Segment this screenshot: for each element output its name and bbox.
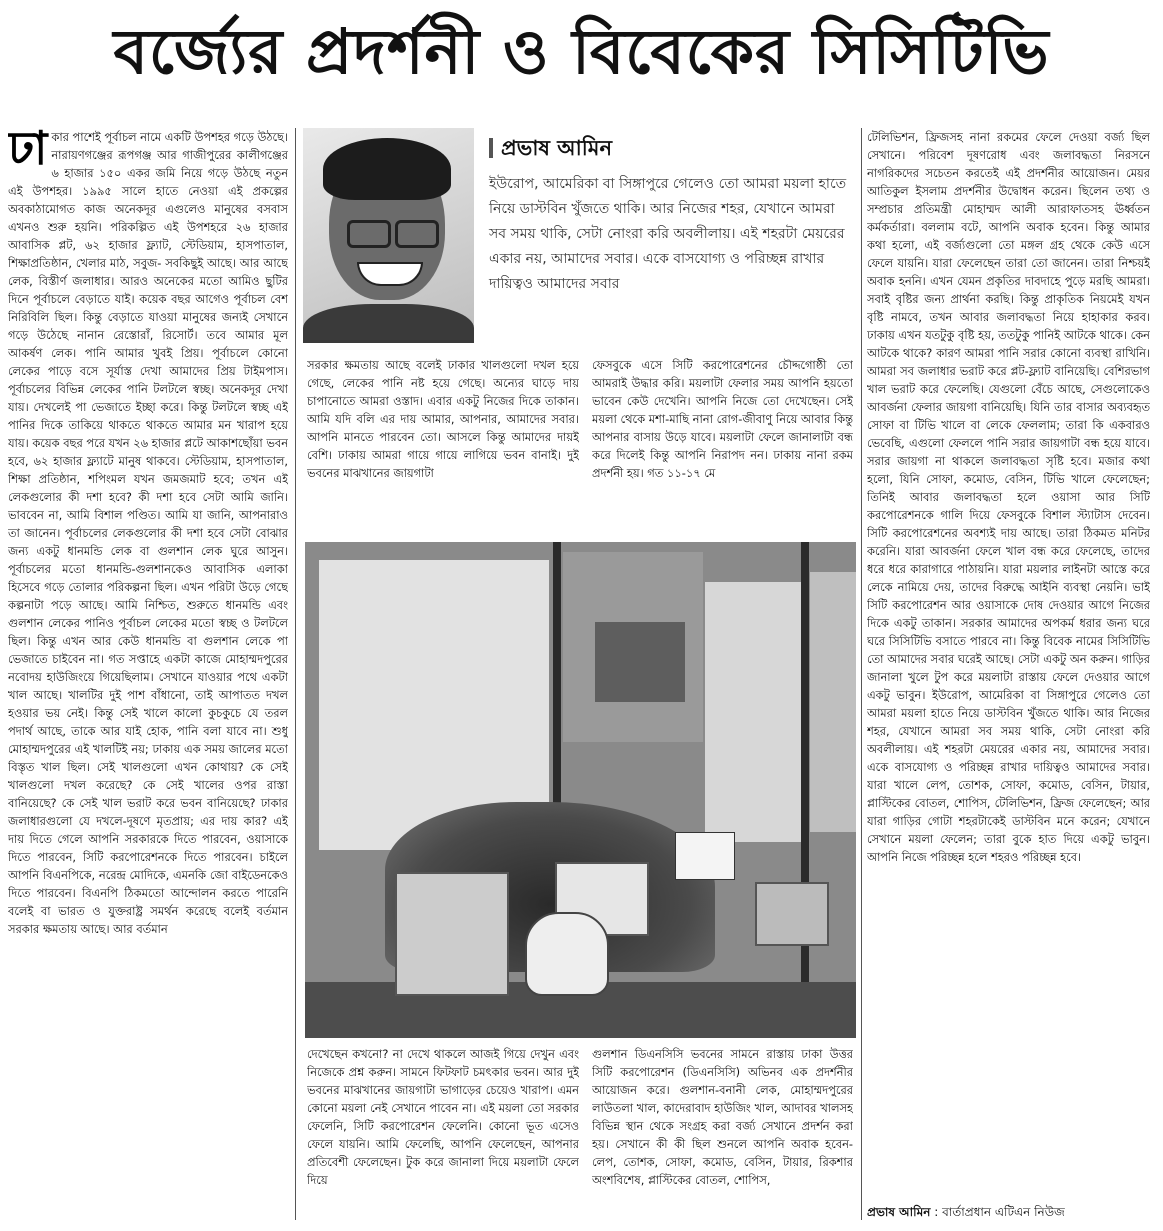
article-column-3-top: ফেসবুকে এসে সিটি করপোরেশনের চৌদ্দগোষ্ঠী তো আমরাই উদ্ধার করি। ময়লাটা ফেলার সময় আপনি হয়তো ভাবেন কেউ দেখেনি। আপনি নিজে তো দেখেছেন। সেই ময়লা থেকে মশা-মাছি নানা রোগ-জীবাণু নিয়ে আবার কিন্তু আপনার বাসায় উড়ে যাবে। ময়লাটা ফেলে জানালাটা বন্ধ করে দিলেই কিন্তু আপনি নিরাপদ নন। ঢাকায় নানা রকম প্রদর্শনী হয়। গত ১১-১৭ মে xyxy=(592,358,853,480)
author-byline: প্রভাষ আমিন xyxy=(489,132,612,167)
article-column-3-bottom: গুলশান ডিএনসিসি ভবনের সামনে রাস্তায় ঢাকা উত্তর সিটি করপোরেশন (ডিএনসিসি) অভিনব এক প্রদর্শনীর আয়োজন করে। গুলশান-বনানী লেক, মোহাম্মদপুরের লাউতলা খাল, কাদেরাবাদ হাউজিং খাল, আদাবর খালসহ বিভিন্ন স্থান থেকে সংগ্রহ করা বর্জ্য সেখানে প্রদর্শন করা হয়। সেখানে কী কী ছিল শুনলে আপনি অবাক হবেন- লেপ, তোশক, সোফা, কমোড, বেসিন, টায়ার, রিকশার অংশবিশেষ, প্লাস্টিকের বোতল, শোপিস, xyxy=(592,1047,853,1187)
headline: বর্জ্যের প্রদর্শনী ও বিবেকের সিসিটিভি xyxy=(113,14,1050,88)
author-photo xyxy=(303,128,474,343)
author-credit-role: : বার্তাপ্রধান এটিএন নিউজ xyxy=(930,1205,1065,1219)
column-text: টেলিভিশন, ফ্রিজসহ নানা রকমের ফেলে দেওয়া বর্জ্য ছিল সেখানে। পরিবেশ দূষণরোধ এবং জলাবদ্ধতা নিরসনে নাগরিকদের সচেতন করতেই এই প্রদর্শনীর আয়োজন। মেয়র আতিকুল ইসলাম প্রদর্শনীর উদ্বোধন করেন। ছিলেন তথ্য ও সম্প্রচার প্রতিমন্ত্রী মোহাম্মদ আলী আরাফাতসহ ঊর্ধ্বতন কর্মকর্তারা। বললাম বটে, আপনি অবাক হবেন। কিন্তু আমার কথা হলো, এই বর্জ্যগুলো তো মঙ্গল গ্রহ থেকে কেউ এসে ফেলে যায়নি। যারা ফেলেছেন তারা তো জানেন। তারা নিশ্চয়ই অবাক হননি। এখন যেমন প্রকৃতির দাবদাহে পুড়ে মরছি আমরা। সবাই বৃষ্টির জন্য প্রার্থনা করছি। কিন্তু প্রাকৃতিক নিয়মেই যখন বৃষ্টি নামবে, তখন আবার জলাবদ্ধতা নিয়ে হাহাকার করব। ঢাকায় এখন যতটুকু বৃষ্টি হয়, ততটুকু পানিই আটকে থাকে। কেন আটকে থাকে? কারণ আমরা পানি সরার কোনো ব্যবস্থা রাখিনি। আমরা সব জলাধার ভরাট করে প্লট-ফ্ল্যাট বানিয়েছি। বেশিরভাগ খাল ভরাট করে ফেলেছি। যেগুলো বেঁচে আছে, সেগুলোকেও আবর্জনা ফেলার জায়গা বানিয়েছি। যিনি তার বাসার অব্যবহৃত সোফা বা টিভি খালে বা লেকে ফেললাম; তারা কি একবারও ভেবেছি, এগুলো ফেললে পানি সরার জায়গাটা বন্ধ হয়ে যাবে। সরার জায়গা না থাকলে জলাবদ্ধতা সৃষ্টি হবে। মজার কথা হলো, যিনি সোফা, কমোড, বেসিন, টিভি খালে ফেলেছেন; তিনিই আবার জলাবদ্ধতা হলে ওয়াসা আর সিটি করপোরেশনকে গালি দিয়ে ফেসবুকে বিশাল স্ট্যাটাস দেবেন। সিটি করপোরেশনের অবশ্যই দায় আছে। তারা ঠিকমত মনিটর করেনি। যারা আবর্জনা ফেলে খাল বন্ধ করে ফেলেছে, তাদের ধরে ধরে কারাগারে পাঠায়নি। যারা ময়লার লাইনটা আস্তে করে লেকে নামিয়ে দেয়, তাদের বিরুদ্ধে আইনি ব্যবস্থা নেয়নি। ভাই সিটি করপোরেশন আর ওয়াসাকে দোষ দেওয়ার আগে নিজের দিকে একটু তাকান। সরকার আমাদের অপকর্ম ধরার জন্য ঘরে ঘরে সিসিটিভি বসাতে পারবে না। কিন্তু বিবেক নামের সিসিটিভি তো আমাদের সবার ঘরেই আছে। সেটা একটু অন করুন। গাড়ির জানালা খুলে টুপ করে ময়লাটা রাস্তায় ফেলে দেওয়ার আগে একটু ভাবুন। ইউরোপ, আমেরিকা বা সিঙ্গাপুরে গেলেও তো আমরা ময়লা হাতে নিয়ে ডাস্টবিন খুঁজতে থাকি। আর নিজের শহর, যেখানে আমরা সব সময় থাকি, সেটা নোংরা করি অবলীলায়। এই শহরটা মেয়রের একার নয়, আমাদের সবার। একে বাসযোগ্য ও পরিচ্ছন্ন রাখার দায়িত্বও আমাদের সবার। যারা খালে লেপ, তোশক, সোফা, কমোড, বেসিন, টায়ার, প্লাস্টিকের বোতল, শোপিস, টেলিভিশন, ফ্রিজ ফেলেছেন; আর যারা গাড়ির গোটা শহরটাকেই ডাস্টবিন মনে করেন; যেখানে সেখানে ময়লা ফেলেন; তারা বুকে হাত দিয়ে একটু ভাবুন। আপনি নিজে পরিচ্ছন্ন হলে শহরও পরিচ্ছন্ন হবে। xyxy=(867,130,1150,864)
column-divider xyxy=(295,128,296,1220)
waste-exhibition-photo xyxy=(305,542,856,1038)
article-column-1 xyxy=(8,128,288,1228)
column-divider xyxy=(861,128,862,1220)
author-credit-name: প্রভাষ আমিন xyxy=(867,1205,931,1219)
article-column-2-bottom: দেখেছেন কখনো? না দেখে থাকলে আজই গিয়ে দেখুন এবং নিজেকে প্রশ্ন করুন। সামনে ফিটফাট চমৎকার ভবন। আর দুই ভবনের মাঝখানের জায়গাটা ভাগাড়ের চেয়েও খারাপ। এমন কোনো ময়লা নেই সেখানে পাবেন না। এই ময়লা তো সরকার ফেলেনি, সিটি করপোরেশন ফেলেনি। কোনো ভূত এসেও ফেলে যায়নি। আমি ফেলেছি, আপনি ফেলেছেন, আপনার প্রতিবেশী ফেলেছেন। টুক করে জানালা দিয়ে ময়লাটা ফেলে দিয়ে xyxy=(307,1047,579,1187)
article-column-4 xyxy=(867,128,1150,1198)
column-text: কার পাশেই পূর্বাচল নামে একটি উপশহর গড়ে উঠছে। নারায়ণগঞ্জের রূপগঞ্জ আর গাজীপুরের কালীগঞ্জের ৬ হাজার ১৫০ একর জমি নিয়ে গড়ে উঠছে নতুন এই উপশহর। ১৯৯৫ সালে হাতে নেওয়া এই প্রকল্পের অবকাঠামোগত কাজ অনেকদূর এগুলেও মানুষের বসবাস এখনও শুরু হয়নি। পরিকল্পিত এই উপশহরে ২৬ হাজার আবাসিক প্লট, ৬২ হাজার ফ্ল্যাট, স্টেডিয়াম, হাসপাতাল, শিক্ষাপ্রতিষ্ঠান, খেলার মাঠ, সবুজ- সবকিছুই আছে। আর আছে লেক, বিস্তীর্ণ জলাধার। আরও অনেকের মতো আমিও ছুটির দিনে পূর্বাচলে বেড়াতে যাই। কয়েক বছর আগেও পূর্বাচল বেশ নিরিবিলি ছিল। কিন্তু বেড়াতে যাওয়া মানুষের জন্যই সেখানে গড়ে উঠেছে নানান রেস্তোরাঁ, রিসোর্ট। তবে আমার মূল আকর্ষণ লেক। পানি আমার খুবই প্রিয়। পূর্বাচলে কোনো লেকের পাড়ে বসে সূর্যাস্ত দেখা আমাদের প্রিয় টাইমপাস। পূর্বাচলের বিভিন্ন লেকের পানি টলটলে স্বচ্ছ। অনেকদূর দেখা যায়। দেখলেই পা ভেজাতে ইচ্ছা করে। কিন্তু টলটলে স্বচ্ছ এই পানির দিকে তাকিয়ে থাকতে থাকতে আমার মন খারাপ হয়ে যায়। কয়েক বছর পরে যখন ২৬ হাজার প্লটে আকাশছোঁয়া ভবন হবে, ৬২ হাজার ফ্ল্যাটে মানুষ থাকবে। স্টেডিয়াম, হাসপাতাল, শিক্ষা প্রতিষ্ঠান, শপিংমল যখন জমজমাট হবে; তখন এই লেকগুলোর কী দশা হবে? কী দশা হবে সেটা আমি জানি। ভাববেন না, আমি বিশাল পণ্ডিত। আমি যা জানি, আপনারাও তা জানেন। পূর্বাচলের লেকগুলোর কী দশা হবে সেটা বোঝার জন্য একটু ধানমন্ডি লেক বা গুলশান লেক ঘুরে আসুন। পূর্বাচলের মতো ধানমন্ডি-গুলশানকেও আবাসিক এলাকা হিসেবে গড়ে তোলার পরিকল্পনা ছিল। এখন পরিটা উড়ে গেছে কল্পনাটা পড়ে আছে। আমি নিশ্চিত, শুরুতে ধানমন্ডি এবং গুলশান লেকের পানিও পূর্বাচল লেকের মতো স্বচ্ছ ও টলটলে ছিল। কিন্তু এখন আর কেউ ধানমন্ডি বা গুলশান লেকে পা ভেজাতে চাইবেন না। গত সপ্তাহে একটা কাজে মোহাম্মদপুরের নবোদয় হাউজিংয়ে গিয়েছিলাম। সেখানে যাওয়ার পথে একটা খাল আছে। খালটির দুই পাশ বাঁধানো, তাই আপাতত দখল হওয়ার ভয় নেই। কিন্তু সেই খালে কালো কুচকুচে যে তরল পদার্থ আছে, তাকে আর যাই হোক, পানি বলা যাবে না। শুধু মোহাম্মদপুরের এই খালটিই নয়; ঢাকায় এক সময় জালের মতো বিস্তৃত খাল ছিল। সেই খালগুলো এখন কোথায়? কে সেই খালগুলো দখল করেছে? কে সেই খালের ওপর রাস্তা বানিয়েছে? কে সেই খাল ভরাট করে ভবন বানিয়েছে? ঢাকার জলাধারগুলো যে দখলে-দূষণে মৃতপ্রায়; এর দায় কার? এই দায় দিতে গেলে আপনি সরকারকে দিতে পারবেন, ওয়াসাকে দিতে পারবেন, সিটি করপোরেশনকে দিতে পারবেন। চাইলে আপনি বিএনপিকে, নরেন্দ্র মোদিকে, এমনকি জো বাইডেনকেও দিতে পারবেন। বিএনপি ঠিকমতো আন্দোলন করতে পারেনি বলেই বা ভারত ও যুক্তরাষ্ট্র সমর্থন করেছে বলেই বর্তমান সরকার ক্ষমতায় আছে। আর বর্তমান xyxy=(8,130,288,936)
article-column-2-top: সরকার ক্ষমতায় আছে বলেই ঢাকার খালগুলো দখল হয়ে গেছে, লেকের পানি নষ্ট হয়ে গেছে। অন্যের ঘাড়ে দায় চাপানোতে আমরা ওস্তাদ। এবার একটু নিজের দিকে তাকান। আমি যদি বলি এর দায় আমার, আপনার, আমাদের সবার। আপনি মানতে পারবেন তো। আসলে কিন্তু আমাদের দায়ই বেশি। ঢাকায় আমরা গায়ে গায়ে লাগিয়ে ভবন বানাই। দুই ভবনের মাঝখানের জায়গাটা xyxy=(307,358,579,480)
drop-cap: ঢা xyxy=(8,128,48,175)
intro-blurb: ইউরোপ, আমেরিকা বা সিঙ্গাপুরে গেলেও তো আমরা ময়লা হাতে নিয়ে ডাস্টবিন খুঁজতে থাকি। আর নিজের শহর, যেখানে আমরা সব সময় থাকি, সেটা নোংরা করি অবলীলায়। এই শহরটা মেয়রের একার নয়, আমাদের সবার। একে বাসযোগ্য ও পরিচ্ছন্ন রাখার দায়িত্বও আমাদের সবার xyxy=(489,176,847,292)
author-credit xyxy=(867,1203,1150,1221)
